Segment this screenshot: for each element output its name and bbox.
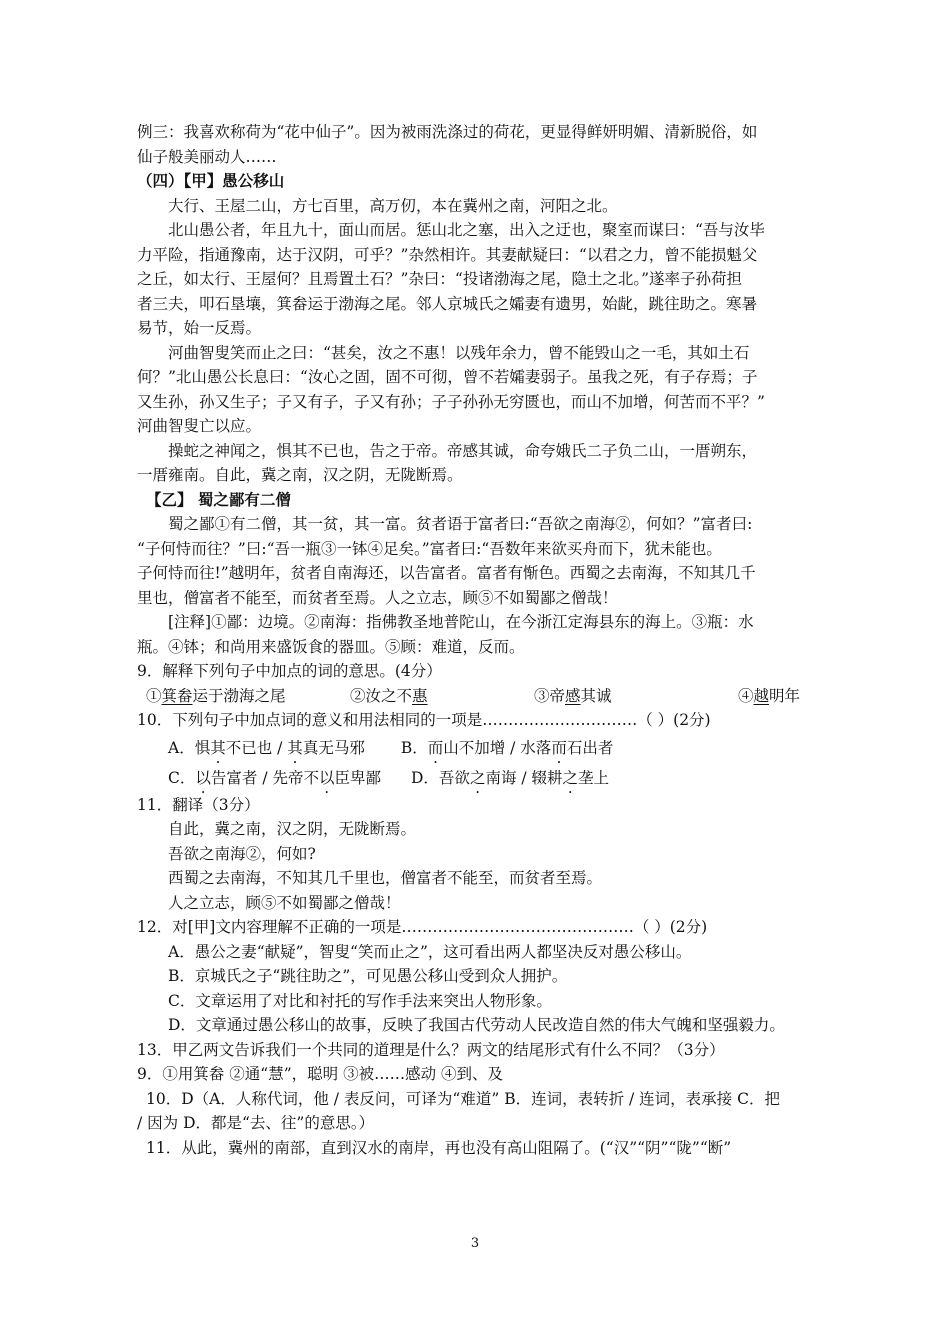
text-line: 力平险，指通豫南，达于汉阴，可乎？”杂然相许。其妻献疑曰：“以君之力，曾不能损魁父 — [137, 245, 758, 264]
text-line: 自此，冀之南，汉之阴，无陇断焉。 — [168, 820, 417, 838]
q10-option-c: C．以告富者 / 先帝不以臣卑鄙 — [168, 768, 381, 787]
question-10-options-cd — [137, 763, 817, 793]
q9-item-1: ①箕畚运于渤海之尾 — [146, 686, 286, 705]
text-line: / 因为 D．都是“去、往”的意思。） — [137, 1114, 375, 1132]
text-line: 河曲智叟笑而止之曰：“甚矣，汝之不惠！以残年余力，曾不能毁山之一毛，其如土石 — [168, 343, 750, 362]
text-line: 里也，僧富者不能至，而贫者至焉。人之立志，顾⑤不如蜀鄙之僧哉！ — [137, 588, 618, 607]
text-line: 11．从此，冀州的南部，直到汉水的南岸，再也没有高山阻隔了。(“汉”“阴”“陇”“断” — [146, 1138, 732, 1157]
q9-item-3: ③帝感其诚 — [534, 686, 612, 705]
text-line: 10．D（A．人称代词，他 / 表反问，可译为“难道” B．连词，表转折 / 连词，表承接 C．把 — [146, 1089, 780, 1108]
text-line: 瓶。④钵；和尚用来盛饭食的器皿。⑤顾：难道，反而。 — [137, 637, 525, 656]
text-line: A．愚公之妻“献疑”，智叟“笑而止之”，这可看出两人都坚决反对愚公移山。 — [168, 942, 692, 961]
text-line: 9．解释下列句子中加点的词的意思。(4分） — [137, 662, 442, 680]
text-line: 13．甲乙两文告诉我们一个共同的道理是什么？两文的结尾形式有什么不同？（3分） — [137, 1040, 725, 1059]
text-line: 子何恃而往!”越明年，贫者自南海还，以告富者。富者有惭色。西蜀之去南海，不知其几千 — [137, 564, 756, 582]
text-line: 一厝雍南。自此，冀之南，汉之阴，无陇断焉。 — [137, 466, 463, 484]
text-line: 又生孙，孙又生子；子又有子，子又有孙；子子孙孙无穷匮也，而山不加增，何苦而不平？” — [137, 392, 765, 411]
q10-option-d: D．吾欲之南诲 / 辍耕之垄上 — [411, 768, 610, 787]
text-line: 河曲智叟亡以应。 — [137, 417, 262, 435]
text-line: 9．①用箕畚 ②通“慧”，聪明 ③被……感动 ④到、及 — [137, 1065, 503, 1083]
text-line: 仙子般美丽动人…… — [137, 147, 277, 166]
text-line: [注释]①鄙：边境。②南海：指佛教圣地普陀山，在今浙江定海县东的海上。③瓶：水 — [168, 613, 754, 631]
text-line: 西蜀之去南海，不知其几千里也，僧富者不能至，而贫者至焉。 — [168, 869, 603, 887]
text-line: 10．下列句子中加点词的意义和用法相同的一项是…………………………（ ）(2分) — [137, 711, 711, 729]
question-9-items — [137, 684, 817, 709]
text-line: （四）【甲】愚公移山 — [137, 171, 285, 190]
page-number: 3 — [470, 1236, 480, 1251]
text-line: “子何恃而往？”曰:“吾一瓶③一钵④足矣。”富者曰:“吾数年来欲买舟而下，犹未能也。 — [137, 539, 722, 558]
text-line: 【乙】 蜀之鄙有二僧 — [146, 489, 291, 509]
text-line: C．文章运用了对比和衬托的写作手法来突出人物形象。 — [168, 991, 552, 1010]
text-line: 北山愚公者，年且九十，面山而居。惩山北之塞，出入之迂也，聚室而谋曰：“吾与汝毕 — [168, 221, 765, 239]
text-line: 大行、王屋二山，方七百里，高万仞，本在冀州之南，河阳之北。 — [168, 196, 618, 215]
text-line: 易节，始一反焉。 — [137, 319, 262, 337]
text-line: 吾欲之南海②，何如? — [168, 844, 316, 863]
q10-option-a: A．惧其不已也 / 其真无马邪 — [168, 738, 365, 757]
text-line: 者三夫，叩石垦壤，箕畚运于渤海之尾。邻人京城氏之孀妻有遗男，始龀，跳往助之。寒暑 — [137, 294, 758, 313]
text-line: 之丘，如太行、王屋何？且焉置土石？”杂曰：“投诸渤海之尾，隐土之北。”遂率子孙荷担 — [137, 270, 743, 288]
text-line: 11．翻译（3分） — [137, 795, 260, 814]
question-10-options-ab — [137, 733, 817, 763]
document-body — [137, 120, 817, 1160]
q9-item-2: ②汝之不惠 — [350, 686, 428, 705]
q10-option-b: B．而山不加增 / 水落而石出者 — [400, 738, 614, 757]
text-line: 操蛇之神闻之，惧其不已也，告之于帝。帝感其诚，命夸娥氏二子负二山，一厝朔东， — [168, 441, 758, 460]
text-line: 何？”北山愚公长息曰：“汝心之固，固不可彻，曾不若孀妻弱子。虽我之死，有子存焉；子 — [137, 368, 758, 386]
text-line: B．京城氏之子“跳往助之”，可见愚公移山受到众人拥护。 — [168, 967, 568, 985]
text-line: D．文章通过愚公移山的故事，反映了我国古代劳动人民改造自然的伟大气魄和坚强毅力。 — [168, 1016, 785, 1034]
text-line: 12．对[甲]文内容理解不正确的一项是………………………………………（ ）(2分) — [137, 918, 708, 936]
q9-item-4: ④越明年 — [738, 686, 801, 705]
text-line: 蜀之鄙①有二僧，其一贫，其一富。贫者语于富者曰:“吾欲之南海②，何如？”富者曰: — [168, 515, 753, 533]
text-line: 例三：我喜欢称荷为“花中仙子”。因为被雨洗涤过的荷花，更显得鲜妍明媚、清新脱俗，如 — [137, 123, 758, 141]
text-line: 人之立志，顾⑤不如蜀鄙之僧哉！ — [168, 893, 401, 912]
